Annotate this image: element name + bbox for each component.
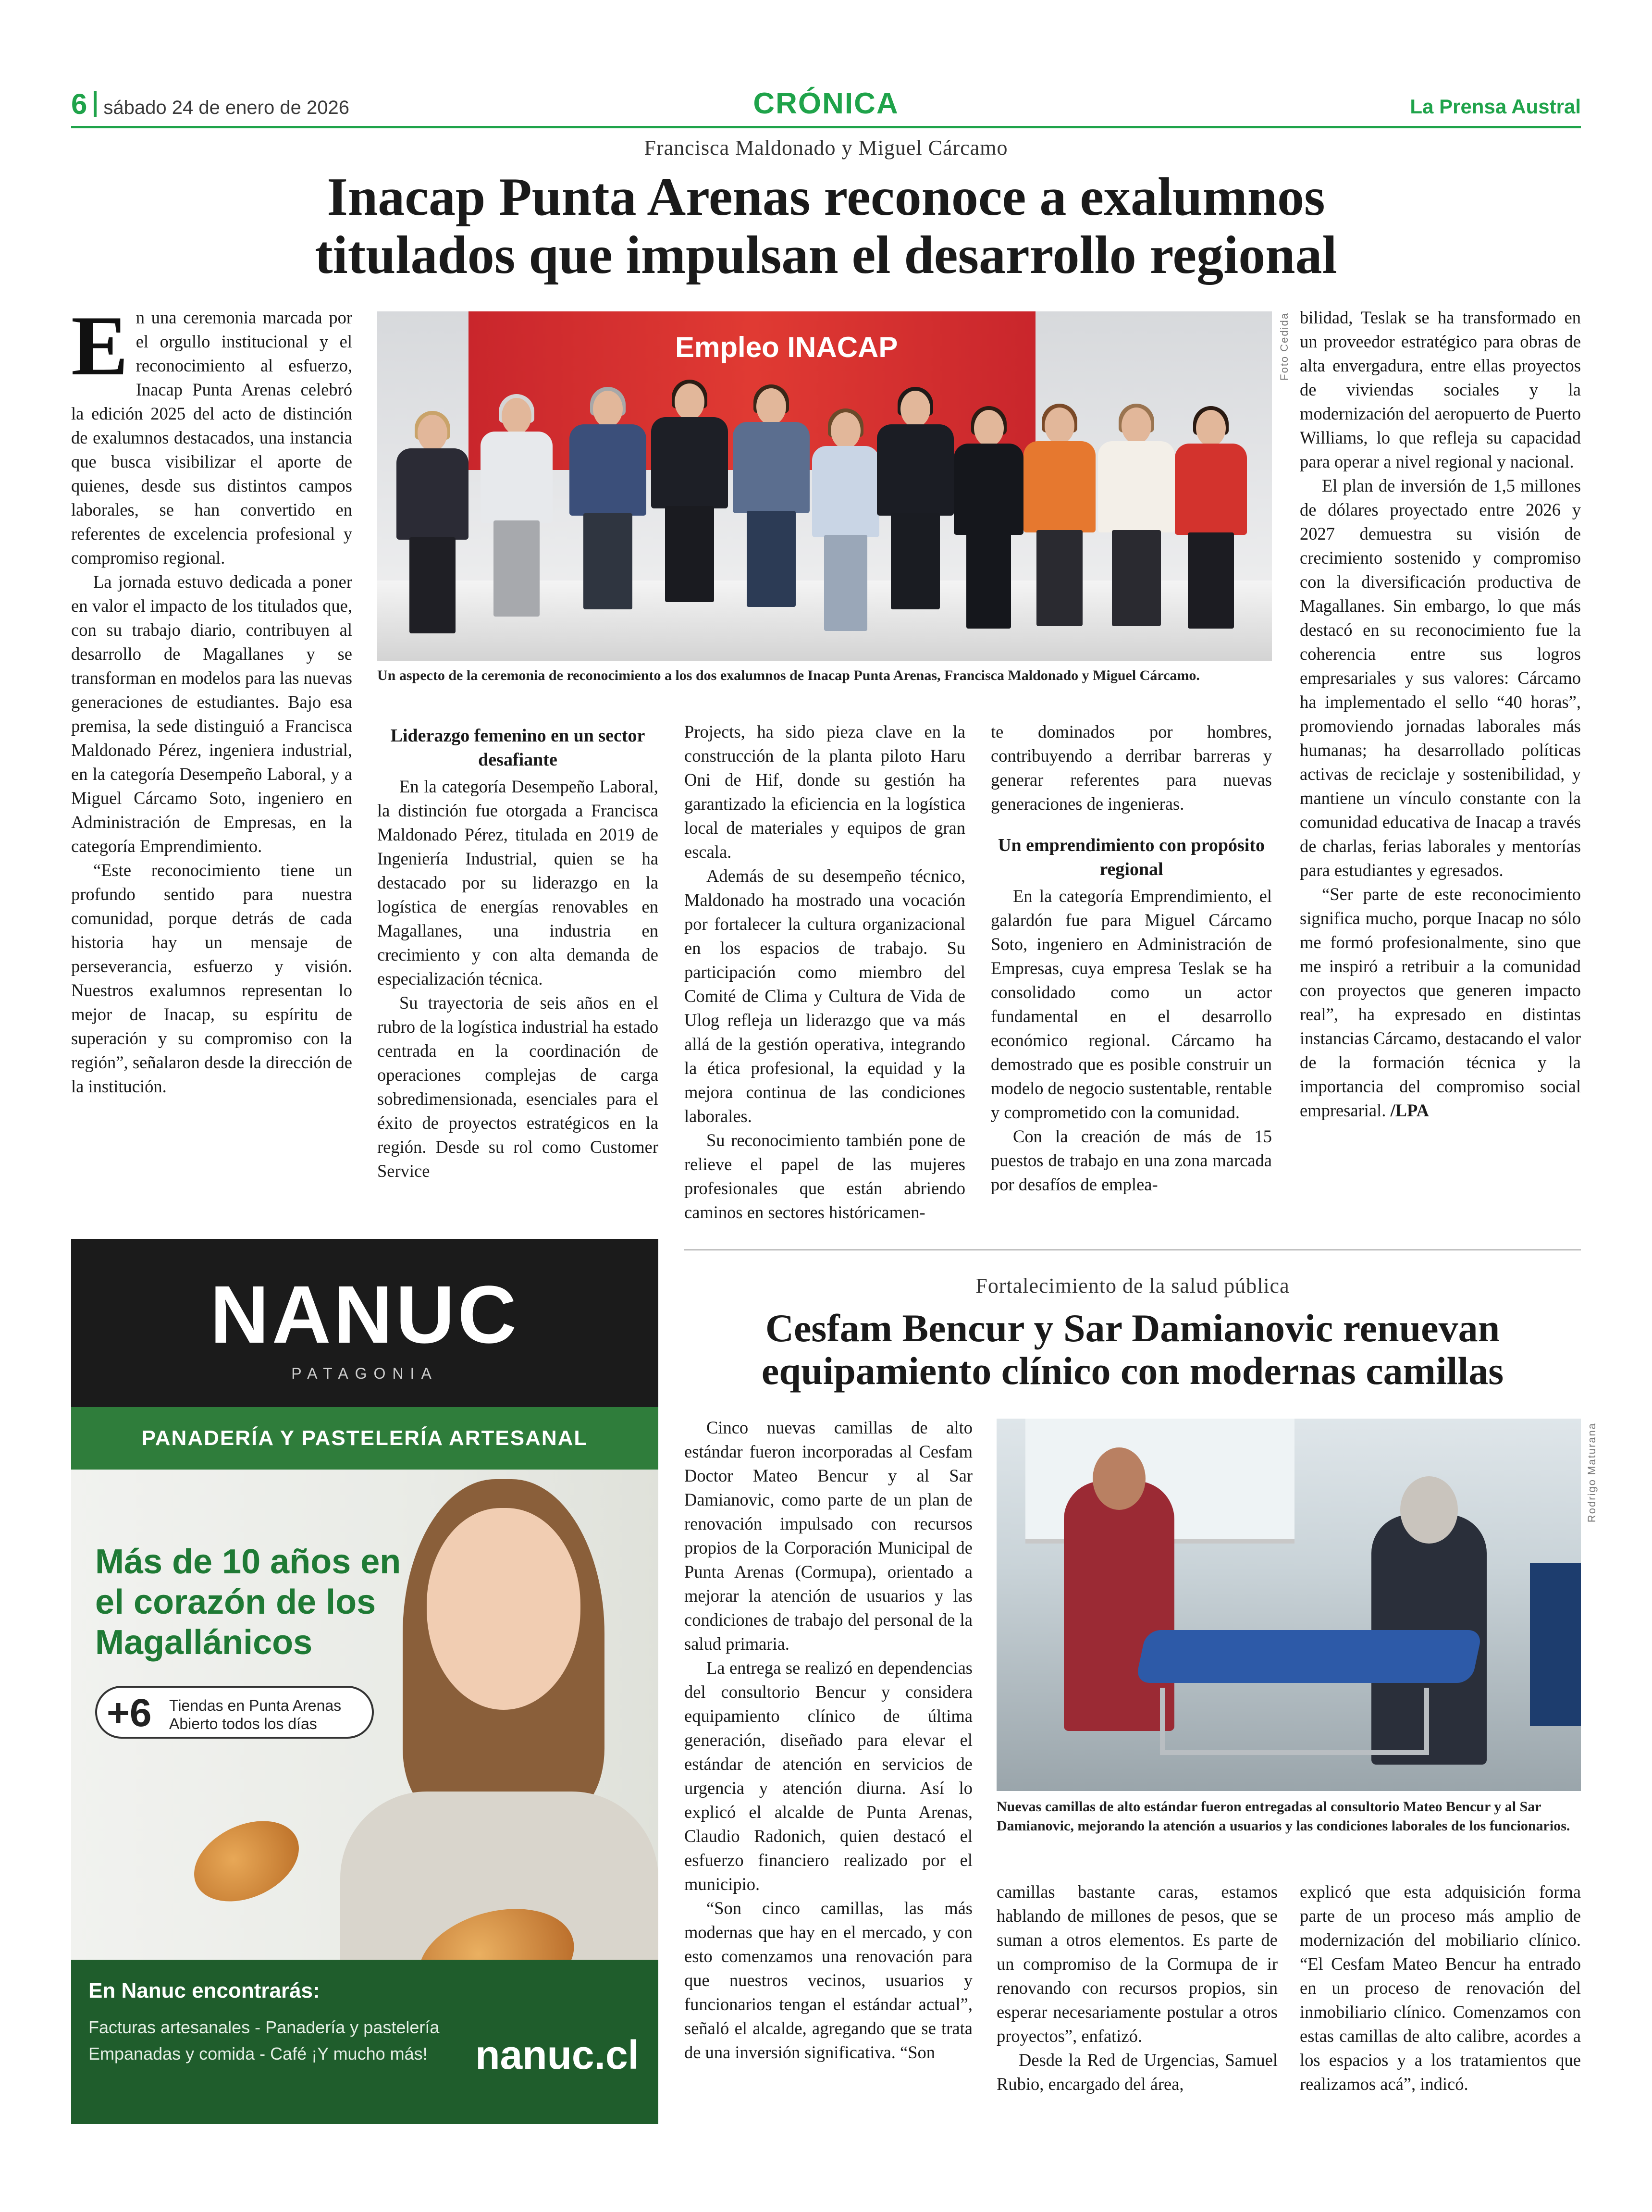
ad-claim: Más de 10 años en el corazón de los Magallánicos [95,1543,401,1662]
article1-paragraph: La jornada estuvo dedicada a poner en valor el impacto de los titulados que, con su trabajo diario, contribuyen al desarrollo de Magallanes y se transforman en modelos para las nuevas generaciones de estudiantes. Bajo esa premisa, la sede distinguió a Francisca Maldonado Pérez, ingeniera industrial, en la categoría Desempeño Laboral, y a Miguel Cárcamo Soto, ingeniero en Administración de Empresas, en la categoría Emprendimiento. [71,572,352,856]
photo-banner [1530,1563,1581,1726]
ad-website-link[interactable]: nanuc.cl [475,2032,639,2077]
photo2-credit: Rodrigo Maturana [1586,1422,1598,1523]
ad-footer [71,1960,658,2124]
article1-subhead-1: Liderazgo femenino en un sector desafiante [390,726,645,770]
nanuc-advertisement[interactable] [71,1239,658,2124]
article2-kicker: Fortalecimiento de la salud pública [975,1274,1290,1298]
photo1-credit: Foto Cedida [1278,312,1290,381]
article2-paragraph: “Son cinco camillas, las más modernas que hay en el mercado, y con esto comenzamos una renovación para que nuestros vecinos, usuarios y funcionarios tengan el estándar actual”, señaló el alcalde, agregando que se trata de una inversión significativa. “Son [684,1898,973,2062]
article2-column-1 [684,1416,973,2064]
stretcher-mattress [1135,1630,1482,1683]
ad-stores-badge [95,1686,374,1739]
article1-headline-line2: titulados que impulsan el desarrollo regional [315,225,1337,285]
article2-paragraph: Desde la Red de Urgencias, Samuel Rubio, encargado del área, [997,2050,1278,2094]
article1-column-5 [1300,306,1581,1123]
article1-headline [71,168,1581,284]
photo1-caption: Un aspecto de la ceremonia de reconocimiento a los dos exalumnos de Inacap Punta Arenas, Francisca Maldonado y Miguel Cárcamo. [377,667,1200,683]
article1-headline-line1: Inacap Punta Arenas reconoce a exalumnos [327,167,1325,227]
ad-footer-line: Facturas artesanales - Panadería y pastelería [88,2017,440,2037]
photo-person [812,412,879,638]
ad-brand-logo: NANUC [210,1269,519,1360]
photo-person [877,391,954,641]
article1-subhead-2: Un emprendimiento con propósito regional [998,835,1265,879]
ad-brand-subtitle: PATAGONIA [291,1365,438,1382]
photo-person [396,415,468,641]
photo2-caption: Nuevas camillas de alto estándar fueron entregadas al consultorio Mateo Bencur y al Sar Damianovic, mejorando la atención a usuarios y las condiciones laborales de los funcionarios. [997,1799,1570,1834]
article1-column-2 [377,720,658,1183]
masthead-rule [71,126,1581,128]
article1-paragraph: Con la creación de más de 15 puestos de trabajo en una zona marcada por desafíos de emplea- [991,1126,1272,1194]
article1-paragraph: Su trayectoria de seis años en el rubro de la logística industrial ha estado centrada en la coordinación de operaciones complejas de carga sobredimensionada, esenciales para el éxito de proyectos estratégicos en la región. Desde su rol como Customer Service [377,993,658,1181]
article1-paragraph: “Ser parte de este reconocimiento significa mucho, porque Inacap no sólo me formó profesionalmente, sino que me inspiró a retribuir a la comunidad con proyectos que generen impacto real”, ha expresado en distintas instancias Cárcamo, destacando el valor de la formación técnica y la importancia del compromiso social empresarial. /LPA [1300,884,1581,1120]
article2-paragraph: camillas bastante caras, estamos hablando de millones de pesos, que se suman a otros elementos. Es parte de un compromiso de la Cormupa de ir renovando con recursos propios, sin esperar necesariamente postular a otros proyectos”, enfatizó. [997,1882,1278,2046]
camillas-photo [997,1419,1581,1791]
photo-banner-text: Empleo INACAP [675,331,898,363]
newspaper-name: La Prensa Austral [1410,95,1581,118]
dropcap: E [71,298,128,393]
article1-paragraph: “Este reconocimiento tiene un profundo sentido para nuestra comunidad, porque detrás de cada historia hay un mensaje de perseverancia, esfuerzo y visión. Nuestros exalumnos representan lo mejor de Inacap, su espíritu de superación y su compromiso con la región”, señalaron desde la dirección de la institución. [71,860,352,1096]
article1-paragraph: te dominados por hombres, contribuyendo a derribar barreras y generar referentes para nuevas generaciones de ingenieras. [991,722,1272,814]
photo-person [1098,408,1175,638]
article2-headline-line1: Cesfam Bencur y Sar Damianovic renuevan [765,1306,1500,1350]
section-name: CRÓNICA [753,87,899,120]
article2-paragraph: La entrega se realizó en dependencias del consultorio Bencur y considera equipamiento clínico de última generación, diseñado para elevar el estándar de atención en servicios de urgencia y atención diurna. Así lo explicó el alcalde de Punta Arenas, Claudio Radonich, quien destacó el esfuerzo financiero realizado por el municipio. [684,1658,973,1894]
article2-paragraph: Cinco nuevas camillas de alto estándar fueron incorporadas al Cesfam Doctor Mateo Bencur y al Sar Damianovic, como parte de un plan de renovación impulsado con recursos propios de la Corporación Municipal de Punta Arenas (Cormupa), orientado a mejorar la atención de usuarios y las condiciones de trabajo del personal de la salud primaria. [684,1418,973,1654]
photo-person [733,388,810,638]
ad-model-face [427,1508,580,1710]
article1-paragraph: En la categoría Emprendimiento, el galardón fue para Miguel Cárcamo Soto, ingeniero en Administración de Empresas, cuya empresa Teslak se ha consolidado como un actor fundamental en el desarrollo económico regional. Cárcamo ha demostrado que es posible construir un modelo de negocio sustentable, rentable y comprometido con la comunidad. [991,886,1272,1122]
article1-paragraph: Projects, ha sido pieza clave en la construcción de la planta piloto Haru Oni de Hif, donde su gestión ha garantizado la eficiencia en la logística local de materiales y equipos de gran escala. [684,722,965,862]
article2-paragraph: explicó que esta adquisición forma parte de un proceso más amplio de modernización del mobiliario clínico. “El Cesfam Mateo Bencur ha entrado en un proceso de renovación del inmobiliario clínico. Comenzamos con estas camillas de alto calibre, acordes a los espacios y a los tratamientos que realizamos acá”, indicó. [1300,1882,1581,2094]
issue-date: sábado 24 de enero de 2026 [103,97,349,118]
article2-column-2 [997,1880,1278,2096]
article1-paragraph: El plan de inversión de 1,5 millones de dólares proyectado entre 2026 y 2027 demuestra su visión de crecimiento sostenido y compromiso con la diversificación productiva de Magallanes. Sin embargo, lo que más destacó en su reconocimiento fue la coherencia entre sus logros empresariales y sus valores: Cárcamo ha implementado el sello “40 horas”, promoviendo jornadas laborales más humanas; ha desarrollado políticas activas de reciclaje y sostenibilidad, y mantiene un vínculo constante con la comunidad educativa de Inacap a través de charlas, ferias laborales y mentorías para estudiantes y egresados. [1300,476,1581,880]
article1-column-3 [684,720,965,1224]
photo-person [1064,1481,1174,1731]
article1-paragraph: En la categoría Desempeño Laboral, la distinción fue otorgada a Francisca Maldonado Pérez, titulada en 2019 de Ingeniería Industrial, quien se ha destacado por su liderazgo en la logística de energías renovables en Magallanes, una industria en crecimiento y con alta demanda de especialización técnica. [377,777,658,989]
photo-person [1175,410,1247,638]
stretcher-frame [1160,1688,1429,1755]
article1-column-1 [71,298,352,1099]
photo-person [954,410,1023,641]
article1-paragraph: bilidad, Teslak se ha transformado en un proveedor estratégico para obras de alta envergadura, entre ellas proyectos de viviendas sociales y la modernización del aeropuerto de Puerto Williams, lo que refleja su capacidad para operar a nivel regional y nacional. [1300,308,1581,471]
ad-footer-line: Empanadas y comida - Café ¡Y mucho más! [88,2044,428,2064]
ad-stores-count: +6 [107,1691,152,1735]
article1-column-4 [991,720,1272,1197]
photo-person [1023,408,1096,638]
article2-headline-line2: equipamiento clínico con modernas camillas [761,1348,1504,1393]
article1-lead-paragraph: En una ceremonia marcada por el orgullo institucional y el reconocimiento al esfuerzo, Inacap Punta Arenas celebró la edición 2025 del acto de distinción de exalumnos destacados, una instancia que busca visibilizar el aporte de quienes, desde sus distintos campos laborales, se han convertido en referentes de excelencia profesional y compromiso regional. [71,298,352,568]
ad-stores-text [169,1696,341,1733]
article1-signature: /LPA [1390,1100,1429,1120]
ad-stores-line2: Abierto todos los días [169,1715,317,1732]
ad-stores-line1: Tiendas en Punta Arenas [169,1697,342,1714]
photo-person [481,398,553,638]
article1-paragraph: Además de su desempeño técnico, Maldonado ha mostrado una vocación por fortalecer la cultura organizacional en los espacios de trabajo. Su participación como miembro del Comité de Clima y Cultura de Vida de Ulog refleja un liderazgo que va más allá de la gestión operativa, integrando la ética profesional, la equidad y la mejora continua de las condiciones laborales. [684,866,965,1126]
page-number: 6 [71,88,87,120]
photo-person [651,383,728,638]
photo-person-head [1093,1447,1146,1510]
photo-person-head [1400,1476,1458,1544]
photo-person [569,391,646,641]
ad-footer-title: En Nanuc encontrarás: [88,1979,320,2002]
article-divider [684,1249,1581,1250]
article1-kicker: Francisca Maldonado y Miguel Cárcamo [644,136,1008,160]
article2-column-3 [1300,1880,1581,2096]
article2-headline [684,1307,1581,1392]
article1-paragraph: Su reconocimiento también pone de relieve el papel de las mujeres profesionales que están abriendo caminos en sectores históricamen- [684,1130,965,1222]
ceremony-photo [377,311,1272,661]
ad-ribbon: PANADERÍA Y PASTELERÍA ARTESANAL [71,1407,658,1470]
